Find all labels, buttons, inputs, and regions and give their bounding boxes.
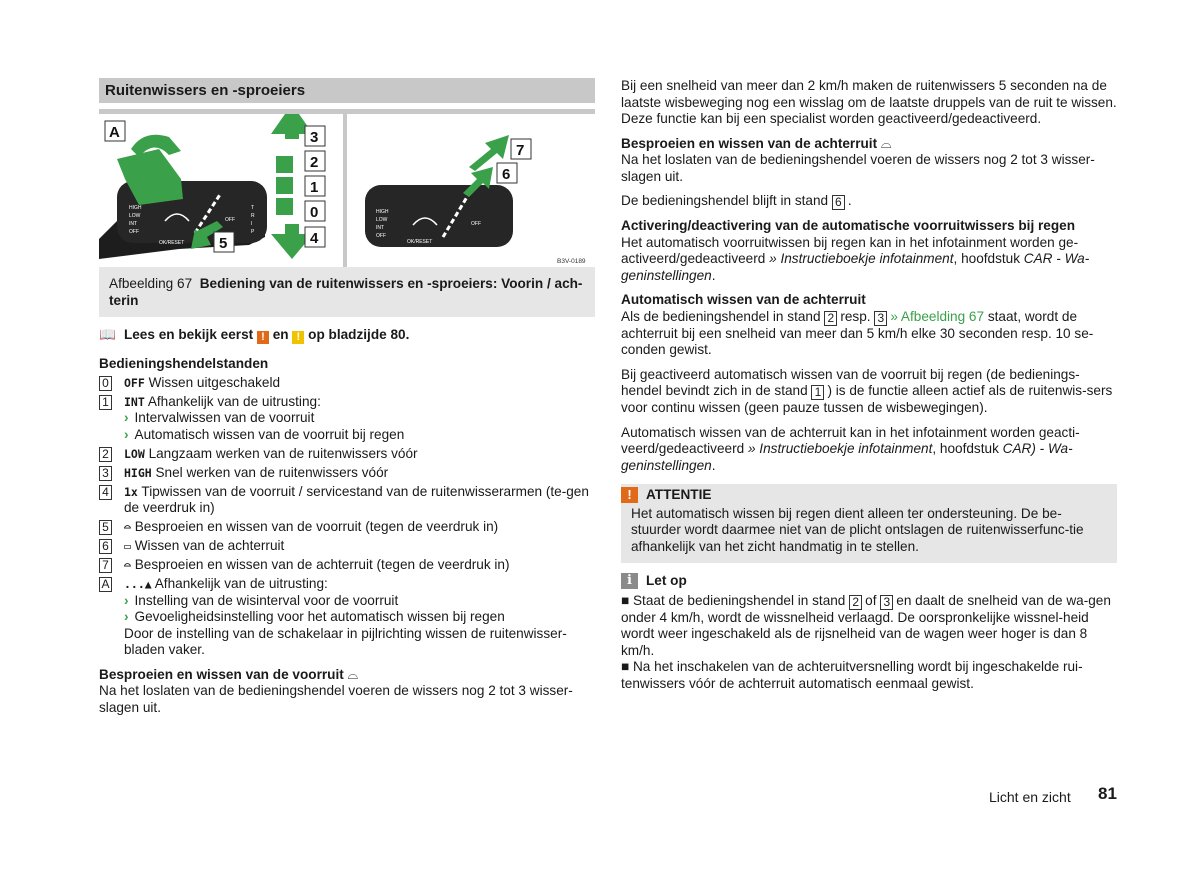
position-code: LOW [124,446,145,461]
svg-text:3: 3 [310,129,319,146]
position-code: 1x [124,484,138,499]
positions-title: Bedieningshendelstanden [99,356,269,371]
position-box: 0 [99,376,112,391]
svg-text:I: I [251,221,253,227]
svg-text:4: 4 [310,230,319,247]
svg-text:OFF: OFF [471,221,481,227]
caption-title: Bediening van de ruitenwissers en -sproeiers: Voorin / ach-terin [109,276,583,308]
auto-title: Activering/deactivering van de automatische voorruitwissers bij regen [621,218,1076,233]
rear-spray-title: Besproeien en wissen van de achterruit ⌓ [621,135,892,151]
positions-list [99,375,595,659]
svg-text:1: 1 [310,179,319,196]
position-box: 5 [99,520,112,535]
position-item [99,484,595,517]
chevron-right-icon: › [124,609,129,624]
svg-text:OK/RESET: OK/RESET [407,239,433,245]
position-box: 1 [99,395,112,410]
position-box: 2 [99,447,112,462]
read-first-line: 📖 Lees en bekijk eerst ! en ! op bladzijde 80. [99,327,410,343]
svg-text:T: T [251,205,255,211]
svg-text:P: P [251,229,255,235]
position-sub-item: › Instelling van de wisinterval voor de voorruit [124,592,399,608]
front-spray-text: Na het loslaten van de bedieningshendel voeren de wissers nog 2 tot 3 wisser-slagen uit. [99,683,573,715]
position-sub-item: › Intervalwissen van de voorruit [124,410,315,425]
stand-1 [276,177,293,194]
position-text: Tipwissen van de voorruit / servicestand van de ruitenwisserarmen (te-gen de veerdruk in) [124,483,589,515]
rear-lever-head [365,185,513,247]
position-code: ⌓ [124,558,131,572]
active-text: Bij geactiveerd automatisch wissen van de voorruit bij regen (de bedienings-hendel bevindt zich in de stand 1 ) is de functie alleen actief als de ruitenwis-sers voor continu wissen (geen pauze tussen de wisbewegingen). [621,366,1113,415]
lever-label-high: HIGH [129,205,142,211]
attention-box [621,484,1117,563]
warning-icon: ! [257,331,269,344]
svg-text:INT: INT [376,225,385,231]
svg-text:OFF: OFF [376,233,386,239]
position-box: A [99,577,112,592]
note-icon: ! [292,331,304,344]
position-box: 4 [99,485,112,500]
position-code: HIGH [124,465,152,480]
position-box: 6 [99,539,112,554]
washer-front-icon: ⌓ [347,666,359,682]
svg-text:6: 6 [502,166,511,183]
position-item [99,576,595,659]
position-text: Langzaam werken van de ruitenwissers vóór [148,445,418,461]
position-text: Afhankelijk van de uitrusting: [154,576,328,591]
position-text: Afhankelijk van de uitrusting: [147,393,321,409]
position-item [99,375,595,392]
svg-text:0: 0 [310,204,319,221]
rear-auto-text: Als de bedieningshendel in stand 2 resp. 3 » Afbeelding 67 staat, wordt de achterruit bij een snelheid van meer dan 5 km/h elke 30 seconden resp. 10 se-conden gewist. [621,308,1094,357]
figure-illustration [99,109,595,267]
position-code: INT [124,394,145,409]
lever-label-low: LOW [129,213,141,219]
position-box: 3 [99,466,112,481]
chevron-right-icon: › [124,426,129,442]
position-code: ⌓ [124,520,131,534]
svg-text:5: 5 [219,235,228,252]
rear-spray-text: Na het loslaten van de bedieningshendel voeren de wissers nog 2 tot 3 wisser-slagen uit. [621,152,1095,184]
lever-stays: De bedieningshendel blijft in stand 6 . [621,193,852,209]
figure-67 [99,109,595,267]
position-text: Wissen uitgeschakeld [148,374,281,390]
paragraph-intermittent: Bij een snelheid van meer dan 2 km/h maken de ruitenwissers 5 seconden na de laatste wisbeweging nog een wisslag om de laatste druppels van de ruit te wissen. Deze functie kan bij een specialist worden geactiveerd/gedeactiveerd. [621,78,1117,126]
lever-label-off: OFF [129,229,139,235]
note-box [621,573,1117,692]
auto-text: Het automatisch voorruitwissen bij regen kan in het infotainment worden ge-activeerd/gedeactiveerd » Instructieboekje infotainment, hoofdstuk CAR - Wa-geninstellingen. [621,234,1090,283]
book-icon: 📖 [99,327,116,342]
note-label: Let op [646,573,687,588]
lever-label-okreset: OK/RESET [159,240,185,246]
position-item [99,465,595,482]
stand-box: 6 [832,195,845,210]
position-code: ...▲ [124,577,152,591]
chevron-right-icon: › [124,592,129,608]
figure-code: B3V-0189 [557,258,586,265]
svg-text:OFF: OFF [225,217,235,223]
position-text: Wissen van de achterruit [134,538,285,553]
info-icon: i [621,573,638,589]
stand-0 [276,198,293,215]
position-box: 7 [99,558,112,573]
svg-text:R: R [251,213,255,219]
caption-prefix: Afbeelding 67 [109,276,193,291]
front-spray-title: Besproeien en wissen van de voorruit ⌓ [99,666,359,682]
position-item [99,538,595,555]
attention-text: Het automatisch wissen bij regen dient alleen ter ondersteuning. De be-stuurder wordt daarmee niet van de plicht ontslagen de ruitenwisserfunc-tie afhankelijk van het zicht handmatig in te stellen. [631,505,1084,554]
figure-caption [99,267,595,317]
attention-label: ATTENTIE [646,487,712,502]
chevron-right-icon: › [124,410,129,425]
position-sub-item: › Automatisch wissen van de voorruit bij regen [124,426,405,442]
stand-2 [276,156,293,173]
washer-rear-icon: ⌓ [880,135,892,151]
attention-icon: ! [621,487,638,503]
svg-text:A: A [109,124,120,141]
left-column [99,78,595,716]
rear-info-text: Automatisch wissen van de achterruit kan in het infotainment worden geacti-veerd/gedeactiveerd » Instructieboekje infotainment, hoofdstuk CAR) - Wa-geninstellingen. [621,424,1080,473]
svg-text:LOW: LOW [376,217,388,223]
svg-text:2: 2 [310,154,319,171]
position-item [99,519,595,536]
rear-auto-title: Automatisch wissen van de achterruit [621,292,866,307]
note-1: ■ Staat de bedieningshendel in stand 2 of 3 en daalt de snelheid van de wa-gen onder 4 km/h, wordt de wissnelheid verlaagd. De oorspronkelijke wissnel-heid wordt weer ingeschakeld als de rijsnelheid van de wagen weer hoger is dan 8 km/h. [621,592,1111,658]
position-code: OFF [124,375,145,390]
link-figure-67[interactable]: » Afbeelding 67 [890,308,985,324]
position-item [99,557,595,574]
position-extra: Door de instelling van de schakelaar in pijlrichting wissen de ruitenwisser-bladen vaker. [124,625,567,657]
right-column [621,78,1117,692]
position-code: ▭ [124,539,131,553]
position-sub-item: › Gevoeligheidsinstelling voor het automatisch wissen bij regen [124,609,505,624]
note-2: ■ Na het inschakelen van de achteruitversnelling wordt bij ingeschakelde rui-tenwissers vóór de achterruit automatisch eenmaal gewist. [621,659,1083,691]
position-item [99,446,595,463]
svg-text:7: 7 [516,142,525,159]
lever-label-int: INT [129,221,138,227]
position-text: Snel werken van de ruitenwissers vóór [155,464,389,480]
position-item [99,394,595,444]
link-infotainment[interactable]: » Instructieboekje infotainment [769,251,954,266]
link-infotainment-2[interactable]: » Instructieboekje infotainment [747,441,933,456]
position-text: Besproeien en wissen van de voorruit (tegen de veerdruk in) [134,519,499,534]
position-text: Besproeien en wissen van de achterruit (tegen de veerdruk in) [134,557,510,572]
page-number: 81 [1098,784,1117,803]
section-title: Ruitenwissers en -sproeiers [99,78,595,103]
footer-chapter: Licht en zicht [989,789,1071,805]
svg-text:HIGH: HIGH [376,209,389,215]
